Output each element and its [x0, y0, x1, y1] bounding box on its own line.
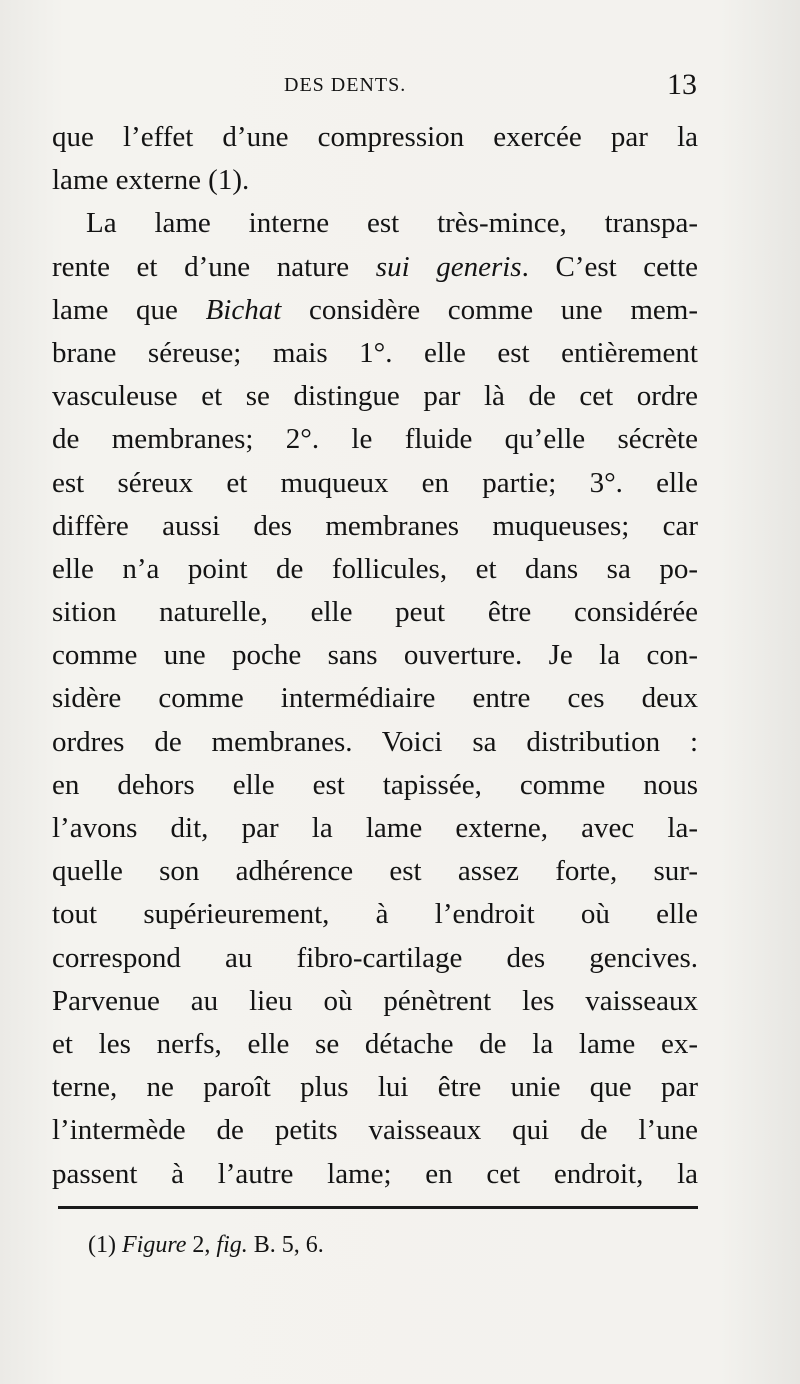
text-line: est séreux et muqueux en partie; 3°. elle: [52, 466, 698, 499]
text-line: quelle son adhérence est assez forte, sur-: [52, 855, 698, 888]
footnote-figure-text: 2,: [186, 1232, 217, 1258]
text-line: [52, 289, 698, 332]
page-number: 13: [667, 68, 697, 101]
text-line: diffère aussi des membranes muqueuses; car: [52, 509, 698, 542]
text-line: terne, ne paroît plus lui être unie que par: [52, 1071, 698, 1104]
italic-term-sui-generis: sui generis: [375, 250, 522, 283]
text-line: vasculeuse et se distingue par là de cet ordre: [52, 380, 698, 413]
footnote: [88, 1232, 324, 1259]
text-line: en dehors elle est tapissée, comme nous: [52, 768, 698, 801]
text-segment: considère comme une mem-: [281, 293, 698, 326]
text-line: l’intermède de petits vaisseaux qui de l’une: [52, 1114, 698, 1147]
running-title: DES DENTS.: [284, 74, 407, 96]
text-line: passent à l’autre lame; en cet endroit, la: [52, 1157, 698, 1190]
text-line: sition naturelle, elle peut être considérée: [52, 596, 698, 629]
text-line: Parvenue au lieu où pénètrent les vaisseaux: [52, 984, 698, 1017]
text-line: lame externe (1).: [52, 164, 250, 197]
footnote-figure-label: Figure: [121, 1232, 187, 1258]
text-line: La lame interne est très-mince, transpa-: [86, 207, 698, 240]
text-line: elle n’a point de follicules, et dans sa po-: [52, 552, 698, 585]
text-line: l’avons dit, par la lame externe, avec la-: [52, 812, 698, 844]
text-line: de membranes; 2°. le fluide qu’elle sécrète: [52, 423, 698, 456]
footnote-ref-text: B. 5, 6.: [247, 1232, 324, 1258]
footnote-fig-abbrev: fig.: [216, 1232, 248, 1258]
italic-name-bichat: Bichat: [205, 293, 282, 326]
text-line: correspond au fibro-cartilage des gencives.: [52, 941, 698, 974]
text-segment: lame que: [52, 293, 206, 326]
page-header: [52, 70, 697, 110]
text-segment: . C’est cette: [521, 250, 699, 283]
footnote-divider: [58, 1206, 698, 1209]
text-line: [52, 246, 698, 289]
text-line: comme une poche sans ouverture. Je la con-: [52, 639, 698, 672]
text-line: tout supérieurement, à l’endroit où elle: [52, 898, 698, 931]
text-line: sidère comme intermédiaire entre ces deux: [52, 682, 698, 715]
body-text: [52, 116, 698, 1196]
text-segment: rente et d’une nature: [52, 250, 376, 283]
text-line: ordres de membranes. Voici sa distribution :: [52, 725, 698, 758]
text-line: et les nerfs, elle se détache de la lame ex-: [52, 1027, 698, 1060]
footnote-marker: (1): [88, 1232, 122, 1258]
text-line: brane séreuse; mais 1°. elle est entièrement: [52, 336, 698, 369]
text-line: que l’effet d’une compression exercée par la: [52, 121, 698, 153]
